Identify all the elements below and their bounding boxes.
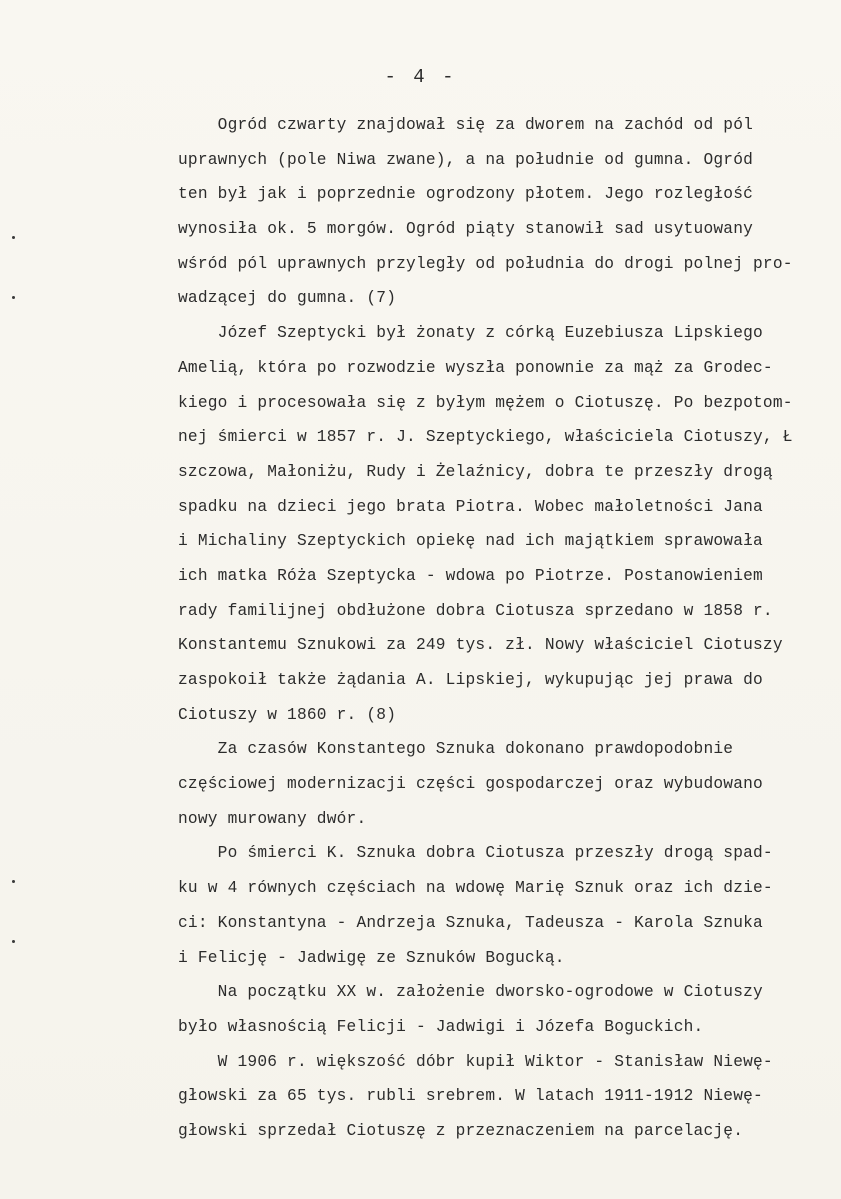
- text-line: wynosiła ok. 5 morgów. Ogród piąty stanowił sad usytuowany: [178, 220, 754, 239]
- text-line: ci: Konstantyna - Andrzeja Sznuka, Tadeusza - Karola Sznuka: [178, 913, 763, 932]
- punch-mark: [12, 940, 15, 943]
- text-line: wśród pól uprawnych przyległy od południa do drogi polnej pro-: [178, 254, 793, 273]
- text-line: W 1906 r. większość dóbr kupił Wiktor - Stanisław Niewę-: [178, 1052, 773, 1071]
- page-number: - 4 -: [384, 66, 457, 88]
- text-line: Józef Szeptycki był żonaty z córką Euzebiusza Lipskiego: [178, 324, 763, 343]
- text-line: Amelią, która po rozwodzie wyszła ponownie za mąż za Grodec-: [178, 358, 773, 377]
- text-line: Ciotuszy w 1860 r. (8): [178, 705, 397, 724]
- text-line: było własnością Felicji - Jadwigi i Józefa Boguckich.: [178, 1017, 704, 1036]
- text-line: i Michaliny Szeptyckich opiekę nad ich majątkiem sprawowała: [178, 532, 763, 551]
- punch-mark: [12, 236, 15, 239]
- text-line: spadku na dzieci jego brata Piotra. Wobec małoletności Jana: [178, 497, 763, 516]
- punch-mark: [12, 880, 15, 883]
- text-line: kiego i procesowała się z byłym mężem o Ciotuszę. Po bezpotom-: [178, 393, 793, 412]
- text-line: uprawnych (pole Niwa zwane), a na południe od gumna. Ogród: [178, 150, 754, 169]
- text-line: ten był jak i poprzednie ogrodzony płotem. Jego rozległość: [178, 185, 754, 204]
- text-line: Po śmierci K. Sznuka dobra Ciotusza przeszły drogą spad-: [178, 844, 773, 863]
- text-line: zaspokoił także żądania A. Lipskiej, wykupując jej prawa do: [178, 671, 763, 689]
- text-line: i Felicję - Jadwigę ze Sznuków Bogucką.: [178, 948, 565, 967]
- text-line: nowy murowany dwór.: [178, 809, 367, 828]
- punch-mark: [12, 296, 15, 299]
- text-line: szczowa, Małoniżu, Rudy i Żelaźnicy, dobra te przeszły drogą: [178, 462, 773, 481]
- text-line: Na początku XX w. założenie dworsko-ogrodowe w Ciotuszy: [178, 983, 763, 1002]
- text-line: głowski sprzedał Ciotuszę z przeznaczeniem na parcelację.: [178, 1121, 744, 1140]
- text-line: Ogród czwarty znajdował się za dworem na zachód od pól: [178, 116, 754, 134]
- text-line: Za czasów Konstantego Sznuka dokonano prawdopodobnie: [178, 740, 734, 759]
- text-line: wadzącej do gumna. (7): [178, 289, 397, 308]
- text-line: Konstantemu Sznukowi za 249 tys. zł. Nowy właściciel Ciotuszy: [178, 636, 783, 655]
- text-line: głowski za 65 tys. rubli srebrem. W latach 1911-1912 Niewę-: [178, 1087, 763, 1106]
- text-line: nej śmierci w 1857 r. J. Szeptyckiego, właściciela Ciotuszy, Ł: [178, 428, 793, 447]
- text-line: ku w 4 równych częściach na wdowę Marię Sznuk oraz ich dzie-: [178, 879, 773, 898]
- text-line: ich matka Róża Szeptycka - wdowa po Piotrze. Postanowieniem: [178, 566, 763, 585]
- text-line: częściowej modernizacji części gospodarczej oraz wybudowano: [178, 775, 763, 794]
- typewritten-text: [178, 108, 828, 1149]
- text-line: rady familijnej obdłużone dobra Ciotusza sprzedano w 1858 r.: [178, 601, 773, 620]
